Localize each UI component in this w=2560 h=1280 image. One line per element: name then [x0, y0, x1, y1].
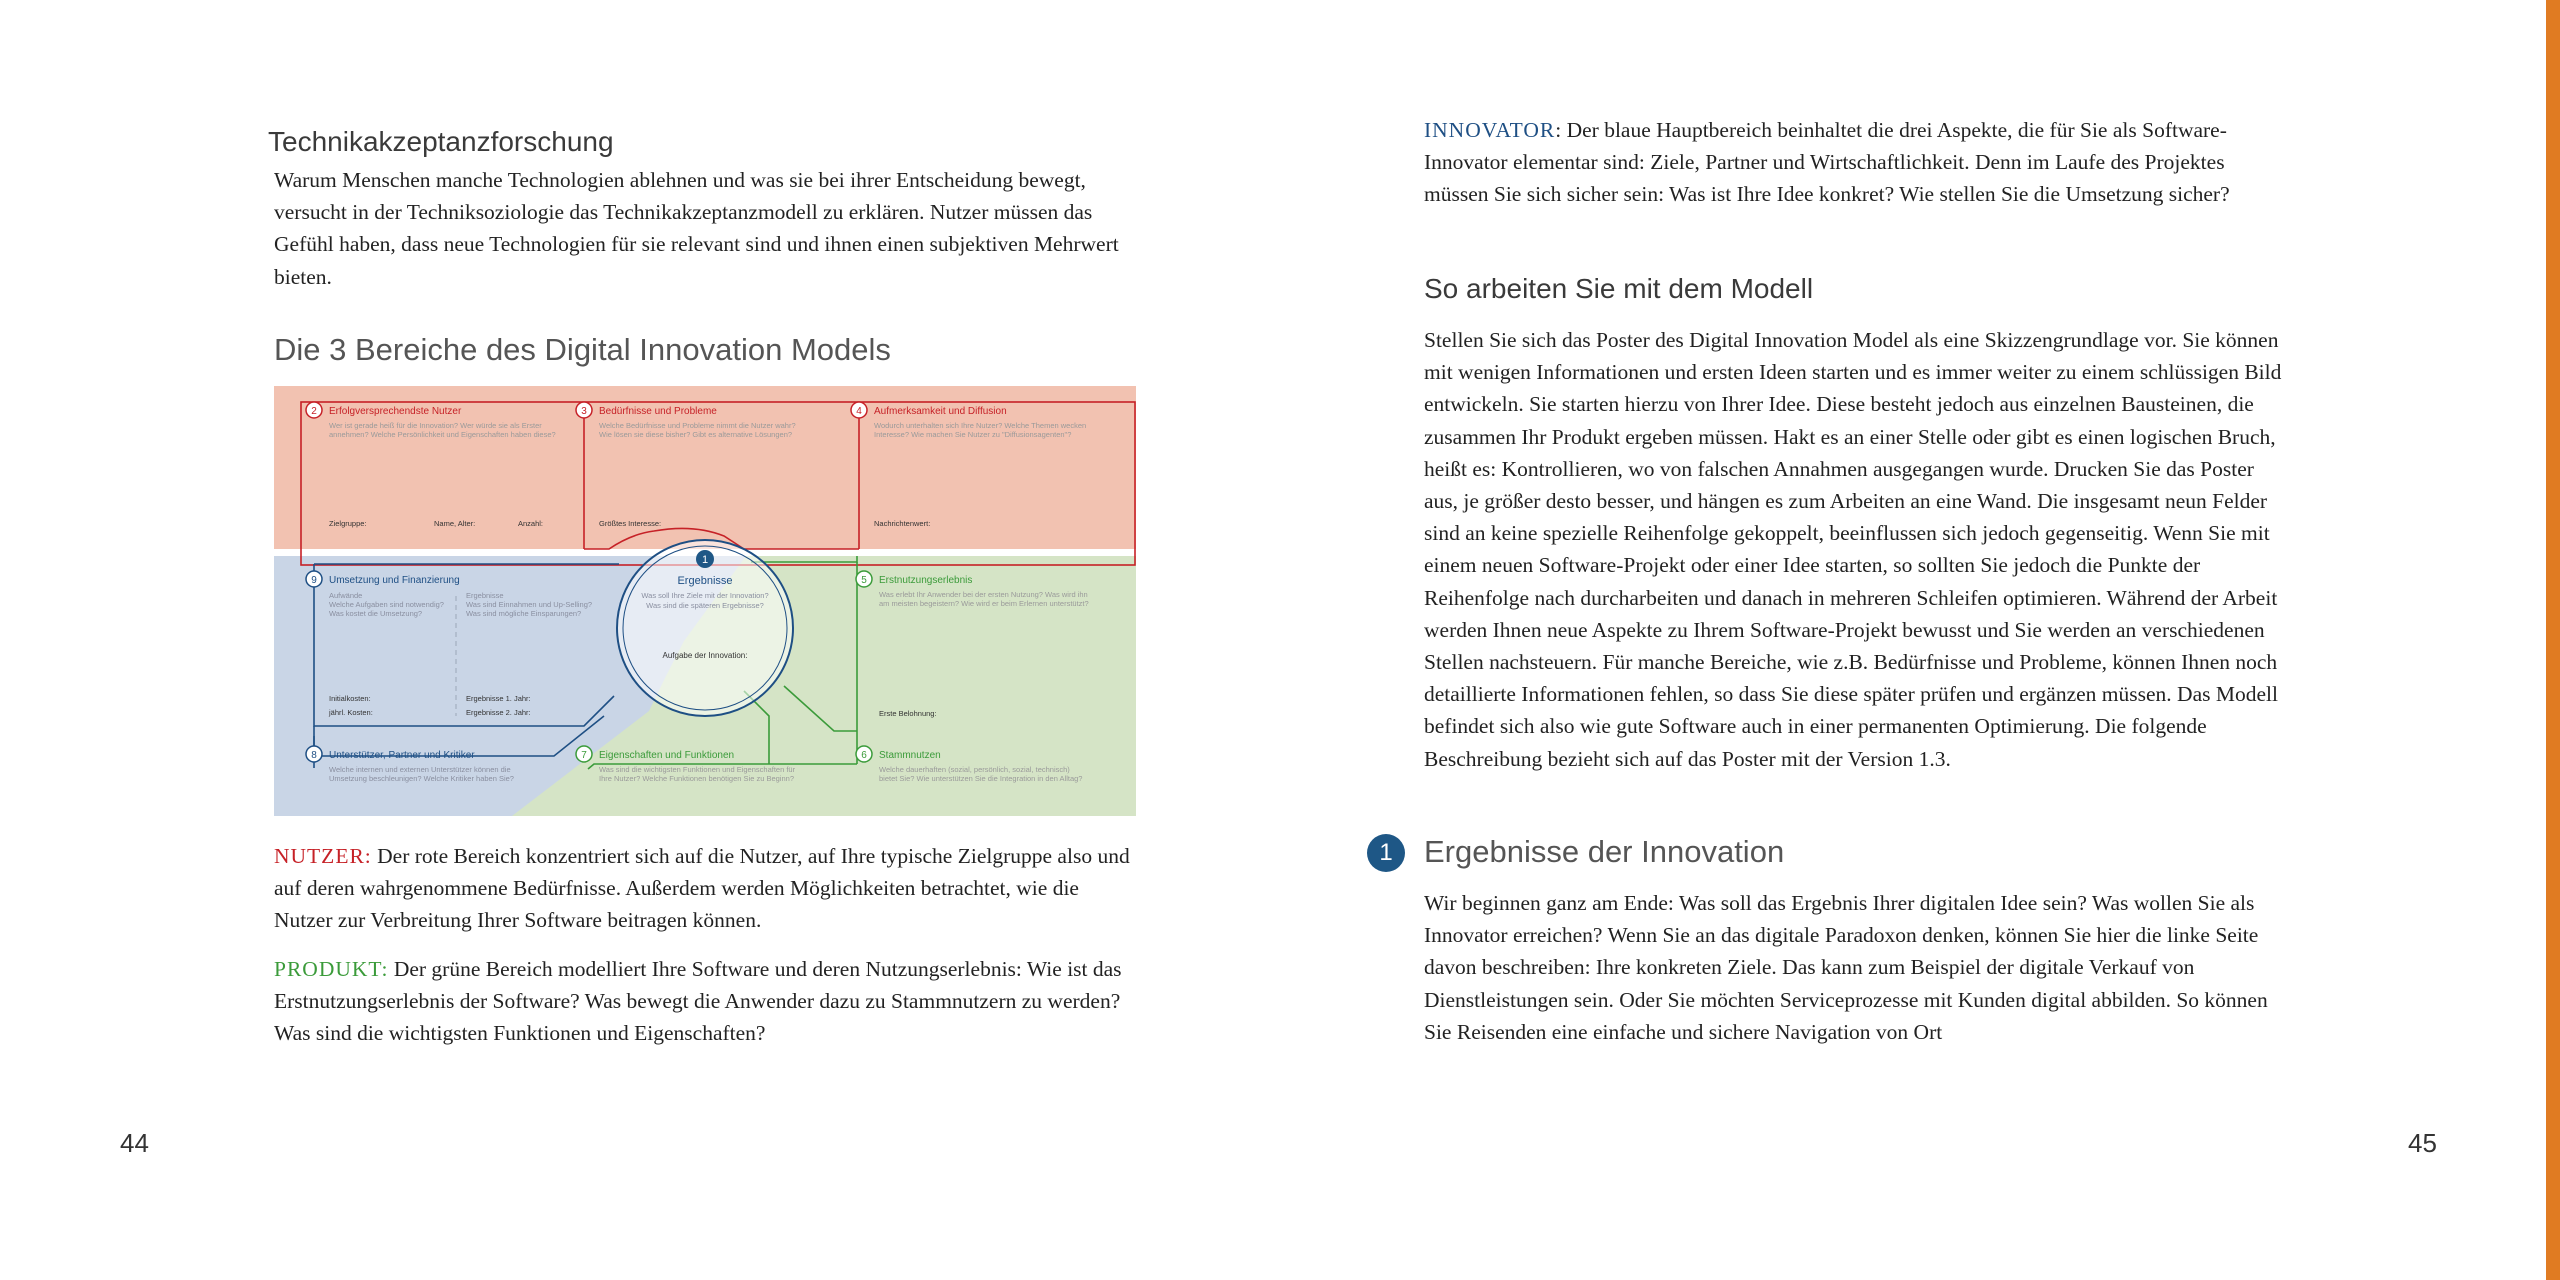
box4-number: 4: [856, 406, 862, 417]
produkt-paragraph: [274, 953, 1136, 1050]
box7-number: 7: [581, 750, 587, 761]
box9-a3: Was kostet die Umsetzung?: [329, 609, 423, 618]
box6-desc2: bietet Sie? Wie unterstützen Sie die Integration in den Alltag?: [879, 774, 1083, 783]
box1-desc1: Was soll Ihre Ziele mit der Innovation?: [641, 591, 769, 600]
section-heading-bereiche: Die 3 Bereiche des Digital Innovation Models: [274, 332, 891, 367]
box4-desc1: Wodurch unterhalten sich Ihre Nutzer? Welche Themen wecken: [874, 421, 1087, 430]
page-number-right: 45: [2408, 1128, 2437, 1158]
box9-b2: Was sind Einnahmen und Up-Selling?: [466, 600, 593, 609]
section-heading-ergebnisse: Ergebnisse der Innovation: [1424, 834, 1785, 869]
nutzer-paragraph: [274, 840, 1136, 937]
section-heading-arbeiten: So arbeiten Sie mit dem Modell: [1424, 273, 1814, 304]
digital-innovation-model-diagram: [274, 386, 1136, 816]
box8-number: 8: [311, 750, 317, 761]
nutzer-label: NUTZER:: [274, 844, 372, 868]
box2-number: 2: [311, 406, 317, 417]
box5-desc1: Was erlebt Ihr Anwender bei der ersten Nutzung? Was wird ihn: [879, 590, 1088, 599]
box9-jaehrl-kosten: jährl. Kosten:: [329, 708, 373, 717]
page-number-left: 44: [120, 1128, 149, 1158]
box9-b1: Ergebnisse: [466, 591, 504, 600]
box6-desc1: Welche dauerhaften (sozial, persönlich, sozial, technisch): [879, 765, 1070, 774]
box3-number: 3: [581, 406, 587, 417]
box7-title: Eigenschaften und Funktionen: [599, 750, 735, 761]
box2-field-name: Name, Alter:: [434, 519, 476, 528]
nutzer-text: Der rote Bereich konzentriert sich auf die Nutzer, auf Ihre typische Zielgruppe also und auf deren wahrgenommene Bedürfnisse. Außerdem werden Möglichkeiten betrachtet, wie die Nutzer zur Verbreitung Ihrer Software beitragen können.: [274, 844, 1130, 933]
box3-title: Bedürfnisse und Probleme: [599, 406, 717, 417]
box4-desc2: Interesse? Wie machen Sie Nutzer zu "Diffusionsagenten"?: [874, 430, 1072, 439]
box6-title: Stammnutzen: [879, 750, 941, 761]
box3-desc1: Welche Bedürfnisse und Probleme nimmt die Nutzer wahr?: [599, 421, 796, 430]
box2-desc2: annehmen? Welche Persönlichkeit und Eigenschaften haben diese?: [329, 430, 556, 439]
box5-number: 5: [861, 575, 867, 586]
box9-b3: Was sind mögliche Einsparungen?: [466, 609, 582, 618]
box1-desc2: Was sind die späteren Ergebnisse?: [646, 601, 764, 610]
intro-paragraph: Warum Menschen manche Technologien ablehnen und was sie bei ihrer Entscheidung bewegt, versucht in der Techniksoziologie das Technikakzeptanzmodell zu erklären. Nutzer müssen das Gefühl haben, dass neue Technologien für sie relevant sind und ihnen einen subjektiven Mehrwert bieten.: [274, 168, 1119, 289]
box9-ergebnisse-1: Ergebnisse 1. Jahr:: [466, 694, 531, 703]
section-heading-technikakzeptanz: Technikakzeptanzforschung: [268, 126, 614, 157]
page-edge-accent: [2546, 0, 2560, 1280]
section-number-badge: 1: [1367, 834, 1405, 872]
innovator-paragraph: [1424, 114, 2290, 211]
box9-a2: Welche Aufgaben sind notwendig?: [329, 600, 444, 609]
box4-field: Nachrichtenwert:: [874, 519, 931, 528]
box3-field: Größtes Interesse:: [599, 519, 662, 528]
box9-a1: Aufwände: [329, 591, 363, 600]
box2-field-zielgruppe: Zielgruppe:: [329, 519, 367, 528]
produkt-text: Der grüne Bereich modelliert Ihre Software und deren Nutzungserlebnis: Wie ist das Erstnutzungserlebnis der Software? Was bewegt die Anwender dazu zu Stammnutzern zu werden? Was sind die wichtigsten Funktionen und Eigenschaften?: [274, 957, 1122, 1046]
box9-title: Umsetzung und Finanzierung: [329, 575, 460, 586]
innovator-label: INNOVATOR: [1424, 118, 1556, 142]
innovator-text: : Der blaue Hauptbereich beinhaltet die drei Aspekte, die für Sie als Software-Innovator elementar sind: Ziele, Partner und Wirtschaftlichkeit. Denn im Laufe des Projektes müssen Sie sich sicher sein: Was ist Ihre Idee konkret? Wie stellen Sie die Umsetzung sicher?: [1424, 118, 2230, 207]
produkt-label: PRODUKT:: [274, 957, 389, 981]
box8-desc2: Umsetzung beschleunigen? Welche Kritiker haben Sie?: [329, 774, 514, 783]
box1-number: 1: [701, 554, 709, 566]
box5-title: Erstnutzungserlebnis: [879, 575, 973, 586]
box2-desc1: Wer ist gerade heiß für die Innovation? Wer würde sie als Erster: [329, 421, 542, 430]
box5-field: Erste Belohnung:: [879, 709, 937, 718]
box1-title: Ergebnisse: [677, 575, 733, 587]
box8-title: Unterstützer, Partner und Kritiker: [329, 750, 475, 761]
box7-desc2: Ihre Nutzer? Welche Funktionen benötigen Sie zu Beginn?: [599, 774, 794, 783]
box9-ergebnisse-2: Ergebnisse 2. Jahr:: [466, 708, 531, 717]
box2-field-anzahl: Anzahl:: [518, 519, 544, 528]
box7-desc1: Was sind die wichtigsten Funktionen und Eigenschaften für: [599, 765, 796, 774]
box2-title: Erfolgversprechendste Nutzer: [329, 406, 462, 417]
box3-desc2: Wie lösen sie diese bisher? Gibt es alternative Lösungen?: [599, 430, 793, 439]
box9-number: 9: [311, 575, 317, 586]
box4-title: Aufmerksamkeit und Diffusion: [874, 406, 1007, 417]
box9-initialkosten: Initialkosten:: [329, 694, 371, 703]
ergebnisse-paragraph: Wir beginnen ganz am Ende: Was soll das Ergebnis Ihrer digitalen Idee sein? Was wollen Sie als Innovator erreichen? Wenn Sie an das digitale Paradoxon denken, können Sie hier die linke Seite davon beschreiben: Ihre konkreten Ziele. Das kann zum Beispiel der digitale Verkauf von Dienstleistungen sein. Oder Sie möchten Serviceprozesse mit Kunden digital abbilden. So können Sie Reisenden eine einfache und sichere Navigation von Ort: [1424, 891, 2268, 1044]
arbeiten-paragraph: Stellen Sie sich das Poster des Digital Innovation Model als eine Skizzengrundlage vor. Sie können mit wenigen Informationen und ersten Ideen starten und es immer weiter zu einem schlüssigen Bild entwickeln. Sie starten hierzu von Ihrer Idee. Diese besteht jedoch aus einzelnen Bausteinen, die zusammen Ihr Produkt ergeben müssen. Hakt es an einer Stelle oder gibt es einen logischen Bruch, heißt es: Kontrollieren, wo von falschen Annahmen ausgegangen wurde. Drucken Sie das Poster aus, je größer desto besser, und hängen es zum Arbeiten an eine Wand. Die insgesamt neun Felder sind an keine spezielle Reihenfolge gekoppelt, beeinflussen sich jedoch gegenseitig. Wenn Sie mit einem neuen Software-Projekt oder einer Idee starten, so sollten Sie jedoch die Punkte der Reihenfolge nach durcharbeiten und danach in mehreren Schleifen optimieren. Während der Arbeit werden Ihnen neue Aspekte zu Ihrem Software-Projekt bewusst und Sie werden an verschiedenen Stellen nachsteuern. Für manche Bereiche, wie z.B. Bedürfnisse und Probleme, können Ihnen noch detaillierte Informationen fehlen, so dass Sie diese später prüfen und ergänzen müssen. Das Modell befindet sich also wie gute Software auch in einer permanenten Optimierung. Die folgende Beschreibung bezieht sich auf das Poster mit der Version 1.3.: [1424, 328, 2282, 771]
box8-desc1: Welche internen und externen Unterstützer können die: [329, 765, 511, 774]
box6-number: 6: [861, 750, 867, 761]
box1-field: Aufgabe der Innovation:: [662, 651, 748, 660]
box5-desc2: am meisten begeistern? Wie wird er beim Erlernen unterstützt?: [879, 599, 1089, 608]
